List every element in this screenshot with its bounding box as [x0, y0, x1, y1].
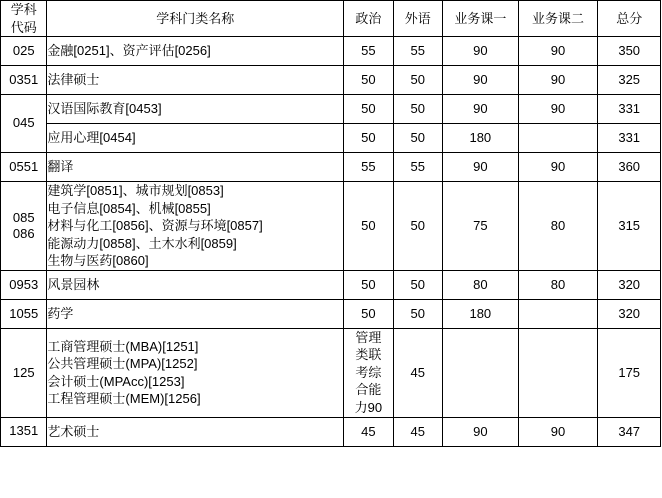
name-line: 建筑学[0851]、城市规划[0853] [47, 183, 224, 199]
row-major-two: 90 [518, 153, 598, 182]
row-total: 360 [598, 153, 661, 182]
row-major-two: 90 [518, 66, 598, 95]
table-row [1, 417, 661, 446]
header-major-one: 业务课一 [442, 1, 518, 37]
row-code [1, 95, 47, 153]
row-major-one [442, 328, 518, 417]
row-name [47, 299, 344, 328]
header-name: 学科门类名称 [47, 1, 344, 37]
row-total: 350 [598, 37, 661, 66]
code-text: 125 [12, 364, 35, 380]
row-foreign: 50 [393, 66, 442, 95]
code-text: 025 [12, 42, 35, 58]
name-line: 风景园林 [47, 277, 100, 293]
name-line: 电子信息[0854]、机械[0855] [47, 200, 211, 216]
row-name [47, 328, 344, 417]
header-major-two: 业务课二 [518, 1, 598, 37]
table-row [1, 328, 661, 417]
row-name [47, 95, 344, 124]
row-code [1, 66, 47, 95]
row-code [1, 270, 47, 299]
row-major-one: 75 [442, 182, 518, 271]
row-code [1, 417, 47, 446]
table-row [1, 95, 661, 124]
header-code [1, 1, 47, 37]
row-major-two [518, 328, 598, 417]
politics-line: 力90 [354, 400, 383, 416]
politics-line: 合能 [355, 382, 382, 398]
table-row [1, 124, 661, 153]
name-line: 金融[0251]、资产评估[0256] [47, 43, 211, 59]
name-line: 材料与化工[0856]、资源与环境[0857] [47, 218, 263, 234]
name-line: 生物与医药[0860] [47, 253, 149, 269]
code-text: 0953 [9, 276, 39, 292]
row-foreign: 45 [393, 328, 442, 417]
name-line: 药学 [47, 306, 74, 322]
name-line: 工程管理硕士(MEM)[1256] [47, 391, 201, 407]
row-major-one: 180 [442, 299, 518, 328]
row-total: 325 [598, 66, 661, 95]
row-code [1, 153, 47, 182]
row-major-one: 80 [442, 270, 518, 299]
row-foreign: 50 [393, 182, 442, 271]
row-major-two [518, 124, 598, 153]
row-major-one: 90 [442, 66, 518, 95]
header-code-line2: 代码 [10, 19, 37, 35]
table-row [1, 153, 661, 182]
name-line: 艺术硕士 [47, 423, 100, 439]
row-politics: 50 [344, 299, 393, 328]
row-politics [344, 328, 393, 417]
politics-line: 类联 [355, 347, 382, 363]
row-major-two: 80 [518, 182, 598, 271]
header-foreign: 外语 [393, 1, 442, 37]
row-politics: 55 [344, 153, 393, 182]
row-major-one: 180 [442, 124, 518, 153]
row-total: 331 [598, 124, 661, 153]
code-text: 0551 [9, 158, 39, 174]
row-politics: 50 [344, 95, 393, 124]
table-row [1, 270, 661, 299]
row-major-two: 90 [518, 95, 598, 124]
row-name [47, 37, 344, 66]
row-major-one: 90 [442, 95, 518, 124]
row-foreign: 50 [393, 95, 442, 124]
name-line: 工商管理硕士(MBA)[1251] [47, 338, 199, 354]
politics-line: 管理 [355, 329, 382, 345]
code-text: 086 [12, 225, 35, 241]
table-row [1, 299, 661, 328]
row-major-two: 80 [518, 270, 598, 299]
code-text: 085 [12, 209, 35, 225]
code-text: 1055 [9, 305, 39, 321]
table-row [1, 37, 661, 66]
row-foreign: 50 [393, 124, 442, 153]
row-politics: 50 [344, 66, 393, 95]
name-line: 应用心理[0454] [47, 130, 136, 146]
header-total: 总分 [598, 1, 661, 37]
row-code [1, 37, 47, 66]
code-text: 045 [12, 115, 35, 131]
header-politics: 政治 [344, 1, 393, 37]
row-major-two: 90 [518, 417, 598, 446]
row-foreign: 50 [393, 270, 442, 299]
row-total: 347 [598, 417, 661, 446]
row-code [1, 328, 47, 417]
politics-line: 考综 [355, 364, 382, 380]
header-code-line1: 学科 [10, 2, 37, 17]
name-line: 翻译 [47, 159, 74, 175]
row-foreign: 50 [393, 299, 442, 328]
row-name [47, 124, 344, 153]
table-body [1, 37, 661, 446]
table-row [1, 182, 661, 271]
row-total: 315 [598, 182, 661, 271]
row-name [47, 66, 344, 95]
row-total: 320 [598, 270, 661, 299]
row-total: 320 [598, 299, 661, 328]
row-major-one: 90 [442, 417, 518, 446]
code-text: 0351 [9, 71, 39, 87]
table-row [1, 66, 661, 95]
row-total: 331 [598, 95, 661, 124]
row-politics: 55 [344, 37, 393, 66]
row-major-one: 90 [442, 37, 518, 66]
row-major-one: 90 [442, 153, 518, 182]
row-major-two: 90 [518, 37, 598, 66]
row-name [47, 182, 344, 271]
row-name [47, 270, 344, 299]
row-foreign: 55 [393, 153, 442, 182]
name-line: 会计硕士(MPAcc)[1253] [47, 373, 185, 389]
code-text: 1351 [9, 423, 39, 439]
name-line: 法律硕士 [47, 72, 100, 88]
row-code [1, 182, 47, 271]
row-politics: 45 [344, 417, 393, 446]
row-name [47, 153, 344, 182]
row-politics: 50 [344, 182, 393, 271]
row-name [47, 417, 344, 446]
row-foreign: 45 [393, 417, 442, 446]
table-header [1, 1, 661, 37]
row-politics: 50 [344, 270, 393, 299]
row-total: 175 [598, 328, 661, 417]
header-row [1, 1, 661, 37]
name-line: 汉语国际教育[0453] [47, 101, 162, 117]
row-code [1, 299, 47, 328]
row-politics: 50 [344, 124, 393, 153]
name-line: 能源动力[0858]、土木水利[0859] [47, 235, 237, 251]
name-line: 公共管理硕士(MPA)[1252] [47, 356, 198, 372]
row-foreign: 55 [393, 37, 442, 66]
row-major-two [518, 299, 598, 328]
